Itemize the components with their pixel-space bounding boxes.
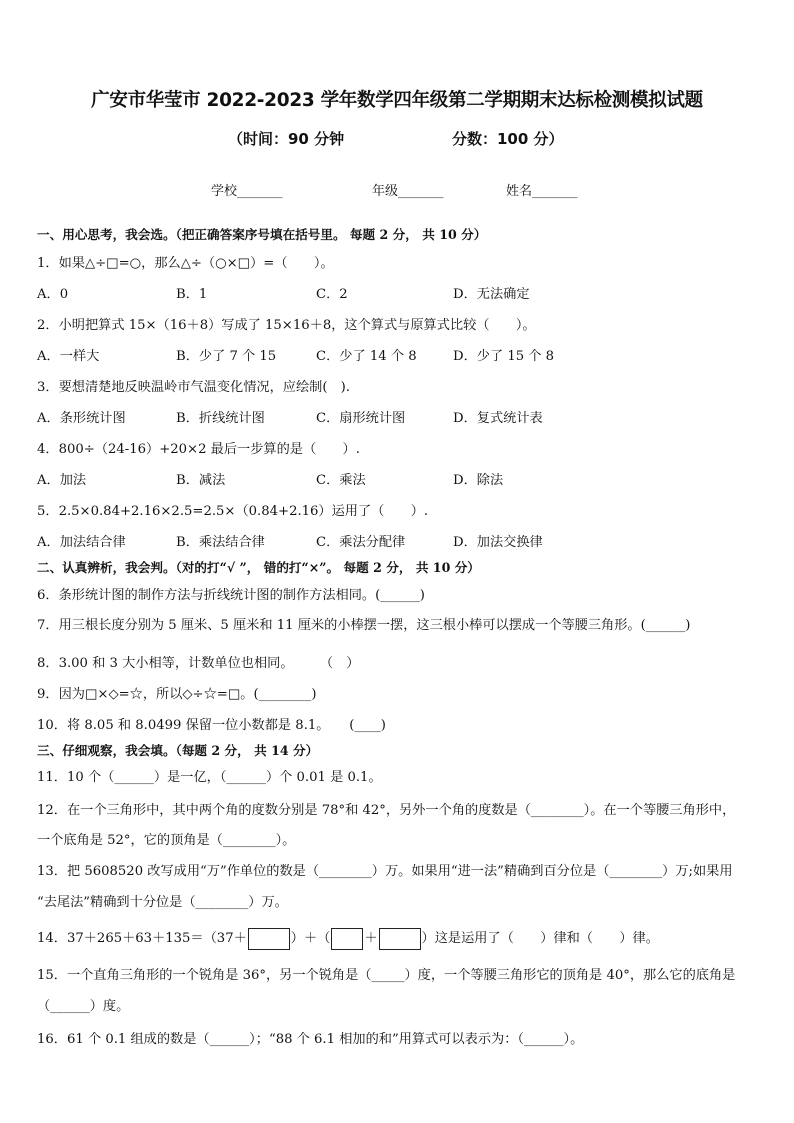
school-field[interactable]: 学校_______: [211, 184, 283, 199]
q3-option-b[interactable]: B．折线统计图: [176, 411, 265, 426]
q5-option-b[interactable]: B．乘法结合律: [176, 535, 265, 550]
question-6: 6．条形统计图的制作方法与折线统计图的制作方法相同。(______): [37, 588, 425, 603]
question-8: 8．3.00 和 3 大小相等，计数单位也相同。 （ ）: [37, 656, 360, 671]
question-9: 9．因为□×◇=☆，所以◇÷☆=□。(________): [37, 687, 317, 702]
question-13-line1: 13．把 5608520 改写成用“万”作单位的数是（________）万。如果用“进一法”精确到百分位是（________）万;如果用: [37, 864, 733, 879]
q14-suffix: ）这是运用了（ ）律和（ ）律。: [421, 931, 659, 946]
question-1: 1．如果△÷□=○，那么△÷（○×□）=（ ）。: [37, 256, 334, 271]
question-3: 3．要想清楚地反映温岭市气温变化情况，应绘制( ).: [37, 380, 350, 395]
q5-option-a[interactable]: A．加法结合律: [37, 535, 126, 550]
q14-blank-3[interactable]: [379, 928, 421, 950]
q3-option-a[interactable]: A．条形统计图: [37, 411, 126, 426]
question-15-line1: 15．一个直角三角形的一个锐角是 36°，另一个锐角是（_____）度，一个等腰三角形它的顶角是 40°，那么它的底角是: [37, 968, 736, 983]
q4-option-d[interactable]: D．除法: [453, 473, 504, 488]
question-11: 11．10 个（______）是一亿，（______）个 0.01 是 0.1。: [37, 770, 382, 785]
question-16: 16．61 个 0.1 组成的数是（______）；“88 个 6.1 相加的和”用算式可以表示为：（______）。: [37, 1032, 584, 1047]
q4-option-b[interactable]: B．减法: [176, 473, 226, 488]
q14-mid: ）＋（: [290, 931, 331, 946]
question-2: 2．小明把算式 15×（16＋8）写成了 15×16＋8，这个算式与原算式比较（ ）。: [37, 318, 536, 333]
q2-option-b[interactable]: B．少了 7 个 15: [176, 349, 277, 364]
q5-option-d[interactable]: D．加法交换律: [453, 535, 543, 550]
question-10: 10．将 8.05 和 8.0499 保留一位小数都是 8.1。 (____): [37, 718, 386, 733]
q4-option-c[interactable]: C．乘法: [316, 473, 366, 488]
section-heading-fill: 三、仔细观察，我会填。（每题 2 分， 共 14 分）: [37, 743, 319, 758]
q3-option-d[interactable]: D．复式统计表: [453, 411, 543, 426]
q14-blank-2[interactable]: [331, 928, 363, 950]
section-heading-judge: 二、认真辨析，我会判。（对的打“√ ”， 错的打“×”。 每题 2 分， 共 10 分）: [37, 560, 480, 575]
q14-plus: ＋: [364, 931, 378, 946]
q4-option-a[interactable]: A．加法: [37, 473, 87, 488]
page-title: 广安市华莹市 2022-2023 学年数学四年级第二学期期末达标检测模拟试题: [91, 90, 703, 111]
q14-prefix: 14．37＋265＋63＋135＝（37＋: [37, 931, 247, 946]
grade-field[interactable]: 年级_______: [372, 184, 444, 199]
question-4: 4．800÷（24-16）+20×2 最后一步算的是（ ）.: [37, 442, 360, 457]
q5-option-c[interactable]: C．乘法分配律: [316, 535, 406, 550]
q1-option-d[interactable]: D．无法确定: [453, 287, 530, 302]
q1-option-b[interactable]: B．1: [176, 287, 208, 302]
name-field[interactable]: 姓名_______: [506, 184, 578, 199]
q2-option-a[interactable]: A．一样大: [37, 349, 100, 364]
section-heading-choice: 一、用心思考，我会选。（把正确答案序号填在括号里。 每题 2 分， 共 10 分）: [37, 227, 487, 242]
question-12-line1: 12．在一个三角形中，其中两个角的度数分别是 78°和 42°，另外一个角的度数是（________）。在一个等腰三角形中，: [37, 803, 736, 818]
question-14: [37, 927, 659, 950]
q3-option-c[interactable]: C．扇形统计图: [316, 411, 406, 426]
q14-blank-1[interactable]: [248, 928, 290, 950]
exam-time: （时间：90 分钟: [228, 130, 345, 148]
q2-option-d[interactable]: D．少了 15 个 8: [453, 349, 555, 364]
q1-option-c[interactable]: C．2: [316, 287, 348, 302]
q1-option-a[interactable]: A．0: [37, 287, 69, 302]
question-7: 7．用三根长度分别为 5 厘米、5 厘米和 11 厘米的小棒摆一摆，这三根小棒可以摆成一个等腰三角形。(______): [37, 618, 691, 633]
question-5: 5．2.5×0.84+2.16×2.5=2.5×（0.84+2.16）运用了（ ）.: [37, 504, 429, 519]
exam-score: 分数：100 分）: [452, 130, 564, 148]
question-13-line2: “去尾法”精确到十分位是（________）万。: [37, 895, 288, 910]
question-15-line2: （______）度。: [37, 999, 130, 1014]
q2-option-c[interactable]: C．少了 14 个 8: [316, 349, 417, 364]
question-12-line2: 一个底角是 52°，它的顶角是（________）。: [37, 833, 296, 848]
